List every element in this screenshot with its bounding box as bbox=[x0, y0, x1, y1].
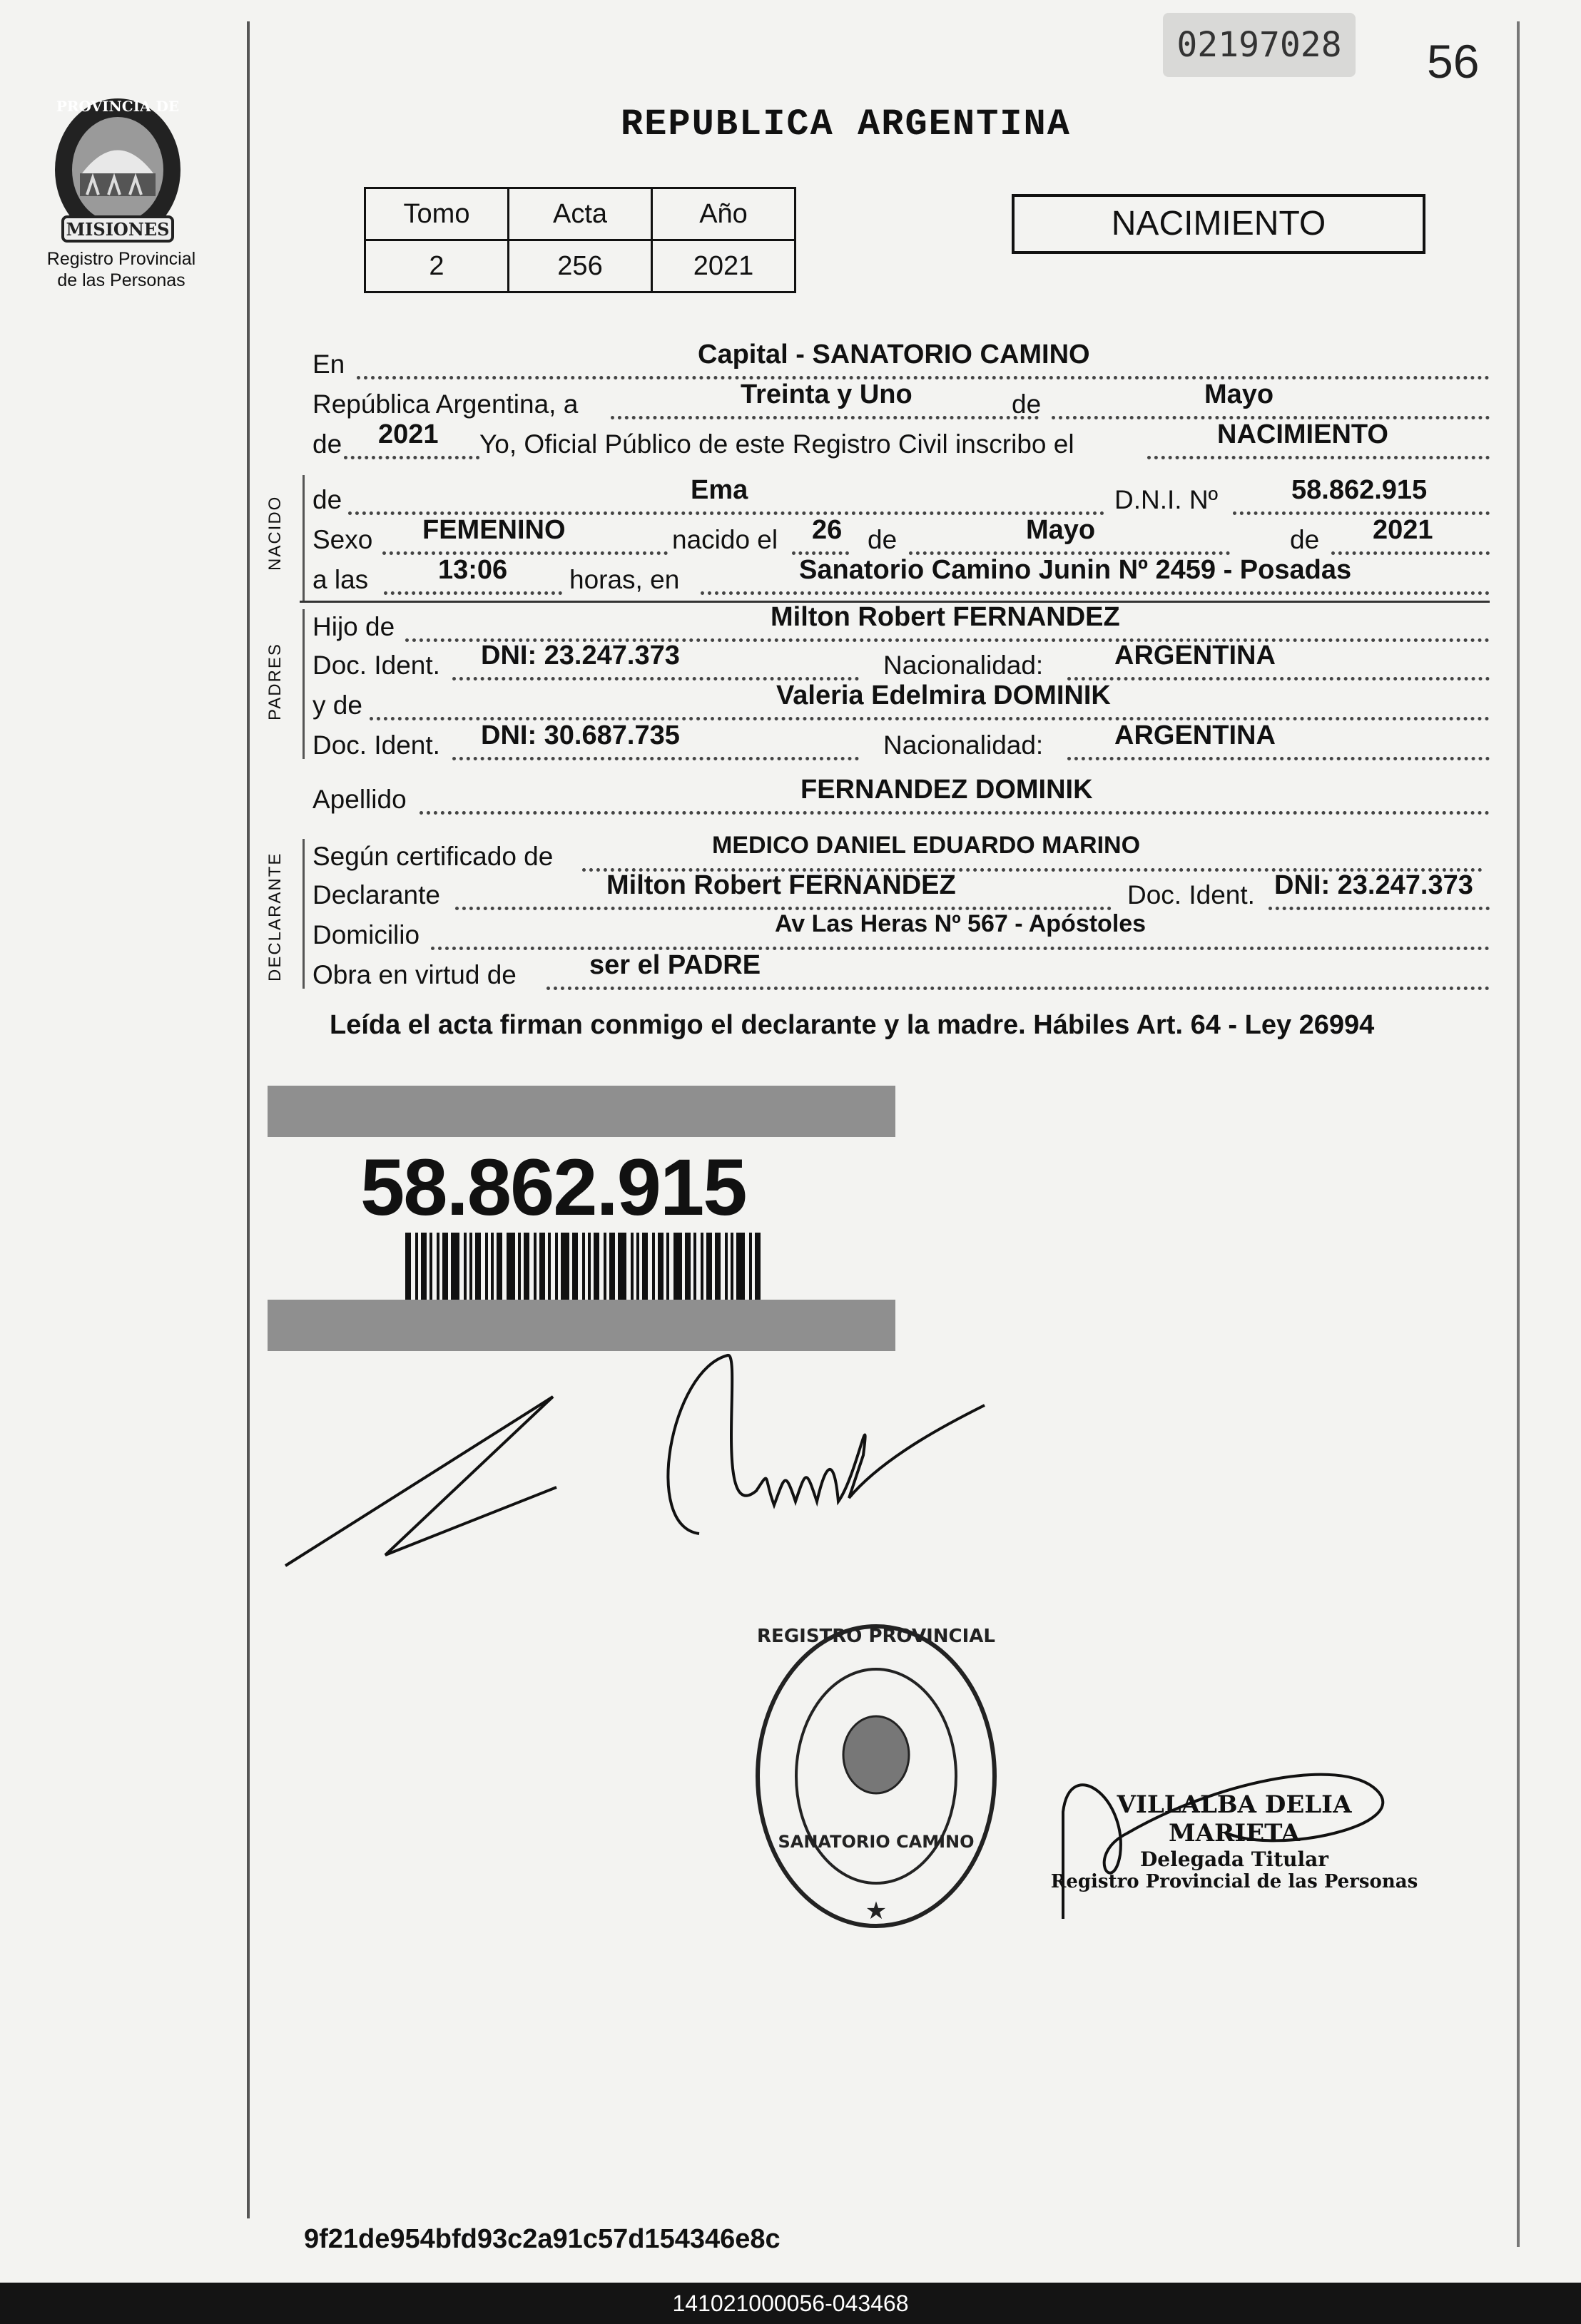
born-nacido-label: nacido el bbox=[672, 525, 778, 554]
official-stamp bbox=[748, 1612, 1005, 1940]
mother-name: Valeria Edelmira DOMINIK bbox=[776, 681, 1111, 710]
barcode-bar bbox=[631, 1233, 634, 1303]
sticker-dni: 58.862.915 bbox=[360, 1143, 746, 1232]
barcode-bar bbox=[534, 1233, 537, 1303]
barcode-bar bbox=[437, 1233, 439, 1303]
surname-value: FERNANDEZ DOMINIK bbox=[800, 775, 1093, 805]
born-day: 26 bbox=[812, 515, 843, 545]
acta-value: 256 bbox=[509, 240, 652, 292]
barcode-bar bbox=[609, 1233, 615, 1303]
hijo-label: Hijo de bbox=[312, 612, 395, 641]
section-padres-label: PADRES bbox=[265, 643, 285, 720]
born-dni: 58.862.915 bbox=[1291, 475, 1428, 505]
official-name: VILLALBA DELIA MARIETA bbox=[1117, 1790, 1352, 1848]
place-row bbox=[312, 340, 1490, 381]
barcode-bar bbox=[405, 1233, 411, 1303]
barcode-bar bbox=[642, 1233, 648, 1303]
born-name: Ema bbox=[691, 475, 748, 505]
barcode-bar bbox=[636, 1233, 639, 1303]
mother-doc: DNI: 30.687.735 bbox=[481, 720, 680, 750]
address-label: Domicilio bbox=[312, 920, 420, 949]
provincial-shield-logo bbox=[43, 84, 193, 248]
certificate-value: MEDICO DANIEL EDUARDO MARINO bbox=[712, 832, 1141, 859]
barcode-bar bbox=[421, 1233, 427, 1303]
born-sex-row bbox=[312, 515, 1490, 556]
barcode-bar bbox=[652, 1233, 655, 1303]
mother-nationality: ARGENTINA bbox=[1114, 720, 1276, 750]
registry-line2: de las Personas bbox=[57, 270, 185, 290]
page-number: 56 bbox=[1427, 35, 1480, 88]
yde-label: y de bbox=[312, 690, 362, 720]
father-row bbox=[312, 602, 1490, 643]
barcode-bar bbox=[429, 1233, 432, 1303]
barcode-bar bbox=[539, 1233, 545, 1303]
father-name: Milton Robert FERNANDEZ bbox=[771, 602, 1120, 632]
barcode-bar bbox=[588, 1233, 591, 1303]
born-de2-label: de bbox=[868, 525, 898, 554]
tomo-value: 2 bbox=[365, 240, 509, 292]
barcode-bar bbox=[701, 1233, 703, 1303]
born-month: Mayo bbox=[1026, 515, 1096, 545]
barcode-bar bbox=[658, 1233, 664, 1303]
sticker-band-top bbox=[268, 1086, 895, 1137]
official-office: Registro Provincial de las Personas bbox=[1050, 1871, 1418, 1892]
cert-label: Según certificado de bbox=[312, 842, 554, 871]
barcode-bar bbox=[442, 1233, 448, 1303]
barcode-bar bbox=[693, 1233, 696, 1303]
declarant-name: Milton Robert FERNANDEZ bbox=[606, 870, 956, 900]
official-role: Delegada Titular bbox=[1139, 1848, 1329, 1871]
document-hash: 9f21de954bfd93c2a91c57d154346e8c bbox=[304, 2224, 781, 2254]
dni-barcode bbox=[405, 1233, 763, 1303]
born-place: Sanatorio Camino Junin Nº 2459 - Posadas bbox=[799, 555, 1352, 585]
book-reference-table bbox=[364, 187, 796, 293]
father-nationality: ARGENTINA bbox=[1114, 641, 1276, 671]
svg-text:MISIONES: MISIONES bbox=[66, 219, 170, 240]
svg-text:SANATORIO CAMINO: SANATORIO CAMINO bbox=[778, 1832, 975, 1852]
declarant-signature bbox=[285, 1397, 556, 1566]
father-doc-row bbox=[312, 641, 1490, 682]
surname-row bbox=[312, 775, 1490, 816]
barcode-bar bbox=[561, 1233, 569, 1303]
barcode-bar bbox=[673, 1233, 682, 1303]
surname-label: Apellido bbox=[312, 785, 407, 814]
barcode-bar bbox=[618, 1233, 626, 1303]
barcode-bar bbox=[666, 1233, 669, 1303]
official-signature bbox=[1042, 1726, 1413, 1933]
born-horas-label: horas, en bbox=[569, 565, 680, 594]
born-year: 2021 bbox=[1373, 515, 1433, 545]
barcode-bar bbox=[706, 1233, 712, 1303]
barcode-bar bbox=[582, 1233, 585, 1303]
declarant-doc: DNI: 23.247.373 bbox=[1274, 870, 1473, 900]
address-value: Av Las Heras Nº 567 - Apóstoles bbox=[775, 910, 1147, 937]
barcode-bar bbox=[731, 1233, 733, 1303]
svg-text:★: ★ bbox=[865, 1897, 888, 1925]
barcode-bar bbox=[715, 1233, 721, 1303]
barcode-bar bbox=[485, 1233, 488, 1303]
barcode-bar bbox=[555, 1233, 558, 1303]
svg-text:PROVINCIA DE: PROVINCIA DE bbox=[56, 98, 180, 115]
barcode-bar bbox=[572, 1233, 578, 1303]
barcode-bar bbox=[685, 1233, 691, 1303]
date-de-label: de bbox=[1012, 389, 1042, 419]
right-margin-line bbox=[1517, 21, 1520, 2247]
barcode-bar bbox=[736, 1233, 745, 1303]
footer-code: 141021000056-043468 bbox=[0, 2283, 1581, 2324]
year-row bbox=[312, 419, 1490, 461]
born-dni-label: D.N.I. Nº bbox=[1114, 485, 1219, 514]
barcode-bar bbox=[524, 1233, 529, 1303]
acta-header: Acta bbox=[509, 188, 652, 240]
place-label: En bbox=[312, 350, 345, 379]
tomo-header: Tomo bbox=[365, 188, 509, 240]
born-time-row bbox=[312, 555, 1490, 596]
reason-label: Obra en virtud de bbox=[312, 960, 517, 989]
barcode-bar bbox=[451, 1233, 459, 1303]
barcode-bar bbox=[507, 1233, 515, 1303]
declarante-bracket bbox=[303, 839, 305, 989]
closing-text: Leída el acta firman conmigo el declarante y la madre. Hábiles Art. 64 - Ley 26994 bbox=[330, 1010, 1375, 1040]
barcode-bar bbox=[475, 1233, 481, 1303]
barcode-bar bbox=[594, 1233, 599, 1303]
year-value: 2021 bbox=[378, 419, 439, 449]
barcode-bar bbox=[415, 1233, 418, 1303]
anio-header: Año bbox=[652, 188, 795, 240]
year-act: NACIMIENTO bbox=[1217, 419, 1388, 449]
signatures bbox=[271, 1313, 1127, 1612]
barcode-bar bbox=[725, 1233, 728, 1303]
barcode-bar bbox=[497, 1233, 502, 1303]
svg-text:REGISTRO PROVINCIAL: REGISTRO PROVINCIAL bbox=[757, 1626, 995, 1647]
declarant-doc-label: Doc. Ident. bbox=[1127, 880, 1255, 909]
born-de-label: de bbox=[312, 485, 342, 514]
barcode-bar bbox=[749, 1233, 752, 1303]
date-day-words: Treinta y Uno bbox=[741, 379, 912, 409]
reason-value: ser el PADRE bbox=[589, 950, 761, 980]
address-row bbox=[312, 910, 1490, 952]
nacido-bracket bbox=[303, 475, 305, 601]
father-nat-label: Nacionalidad: bbox=[883, 651, 1044, 680]
barcode-bar bbox=[604, 1233, 606, 1303]
reason-row bbox=[312, 950, 1490, 992]
section-nacido-label: NACIDO bbox=[265, 495, 285, 571]
section-declarante-label: DECLARANTE bbox=[265, 852, 285, 982]
born-de3-label: de bbox=[1290, 525, 1320, 554]
barcode-bar bbox=[469, 1233, 472, 1303]
barcode-bar bbox=[464, 1233, 467, 1303]
mother-row bbox=[312, 681, 1490, 722]
document-heading: REPUBLICA ARGENTINA bbox=[621, 103, 1071, 146]
date-label: República Argentina, a bbox=[312, 389, 579, 419]
barcode-bar bbox=[518, 1233, 521, 1303]
left-margin-line bbox=[247, 21, 250, 2218]
mother-signature bbox=[668, 1355, 985, 1534]
born-alas-label: a las bbox=[312, 565, 369, 594]
mother-doc-label: Doc. Ident. bbox=[312, 730, 440, 760]
mother-nat-label: Nacionalidad: bbox=[883, 730, 1044, 760]
born-sex: FEMENINO bbox=[422, 515, 566, 545]
born-sex-label: Sexo bbox=[312, 525, 373, 554]
padres-bracket bbox=[303, 609, 305, 759]
born-time: 13:06 bbox=[438, 555, 508, 585]
father-doc-label: Doc. Ident. bbox=[312, 651, 440, 680]
born-name-row bbox=[312, 475, 1490, 516]
barcode-bar bbox=[548, 1233, 551, 1303]
year-de-label: de bbox=[312, 429, 342, 459]
registry-line1: Registro Provincial bbox=[46, 249, 196, 269]
declarant-label: Declarante bbox=[312, 880, 440, 909]
date-row bbox=[312, 379, 1490, 421]
certificate-row bbox=[312, 832, 1490, 873]
year-text: Yo, Oficial Público de este Registro Civil inscribo el bbox=[479, 429, 1074, 459]
father-doc: DNI: 23.247.373 bbox=[481, 641, 680, 671]
mother-doc-row bbox=[312, 720, 1490, 762]
anio-value: 2021 bbox=[652, 240, 795, 292]
place-value: Capital - SANATORIO CAMINO bbox=[698, 340, 1090, 370]
barcode-bar bbox=[491, 1233, 494, 1303]
serial-number: 02197028 bbox=[1163, 13, 1356, 77]
date-month: Mayo bbox=[1204, 379, 1274, 409]
barcode-bar bbox=[755, 1233, 761, 1303]
act-type-box: NACIMIENTO bbox=[1012, 194, 1425, 254]
registry-name bbox=[21, 248, 221, 291]
declarant-row bbox=[312, 870, 1490, 912]
